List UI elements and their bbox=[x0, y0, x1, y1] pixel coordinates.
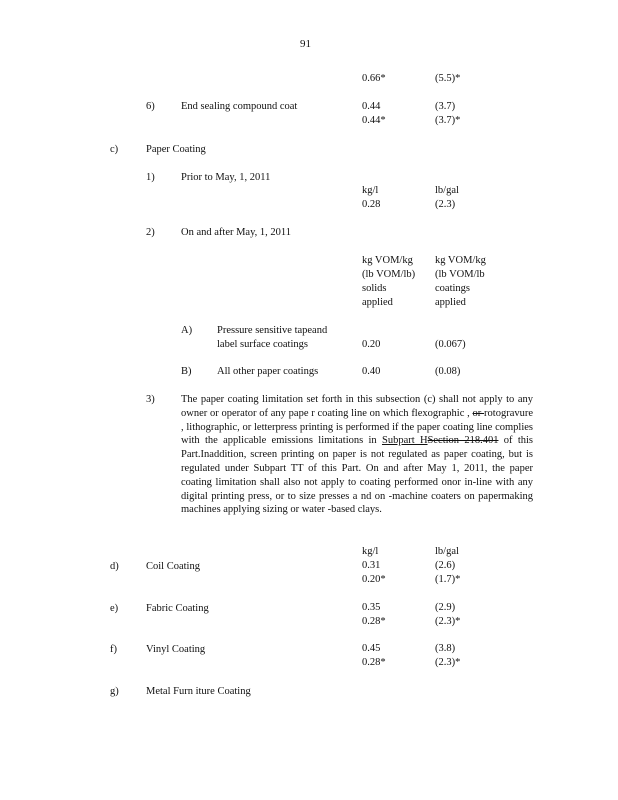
paragraph-text bbox=[181, 393, 533, 517]
unit-lb: lb/gal bbox=[435, 546, 459, 557]
section-title: Vinyl Coating bbox=[146, 644, 206, 655]
value-lb: (3.7) bbox=[435, 101, 456, 112]
paragraph-segment: The paper coating limitation set forth in this subsection (c) shall not apply to any owner or operator of any pape r coating line on which flexographic , bbox=[181, 394, 533, 419]
item-label: Prior to May, 1, 2011 bbox=[181, 172, 271, 183]
value-lb: (2.3)* bbox=[435, 616, 461, 627]
struck-text: or bbox=[472, 407, 485, 419]
item-label: End sealing compound coat bbox=[181, 101, 298, 112]
item-number: 2) bbox=[146, 227, 155, 238]
column-header: (lb VOM/lb bbox=[435, 269, 485, 280]
value-lb: (2.9) bbox=[435, 602, 456, 613]
item-number: 6) bbox=[146, 101, 155, 112]
value-lb: (0.08) bbox=[435, 366, 461, 377]
value-kg: 0.44* bbox=[362, 115, 386, 126]
unit-lb: lb/gal bbox=[435, 185, 459, 196]
value-lb: (1.7)* bbox=[435, 574, 461, 585]
item-number: 3) bbox=[146, 394, 155, 405]
subitem-label: Pressure sensitive tapeand bbox=[217, 325, 328, 336]
column-header: solids bbox=[362, 283, 387, 294]
item-label: On and after May, 1, 2011 bbox=[181, 227, 292, 238]
value-lb: (2.6) bbox=[435, 560, 456, 571]
unit-kg: kg/l bbox=[362, 185, 379, 196]
struck-text: Section 218.401 bbox=[427, 435, 499, 447]
value-kg: 0.28* bbox=[362, 616, 386, 627]
subpart-link[interactable]: Subpart H bbox=[381, 435, 428, 447]
section-title: Metal Furn iture Coating bbox=[146, 686, 251, 697]
column-header: coatings bbox=[435, 283, 470, 294]
value-lb: (2.3)* bbox=[435, 657, 461, 668]
column-header: applied bbox=[435, 297, 466, 308]
column-header: (lb VOM/lb) bbox=[362, 269, 416, 280]
value-lb: (0.067) bbox=[435, 339, 466, 350]
column-header: kg VOM/kg bbox=[362, 255, 413, 266]
subitem-letter: B) bbox=[181, 366, 192, 377]
value-kg: 0.31 bbox=[362, 560, 381, 571]
value-kg: 0.45 bbox=[362, 643, 381, 654]
value-kg: 0.20* bbox=[362, 574, 386, 585]
subitem-label: All other paper coatings bbox=[217, 366, 319, 377]
section-letter: f) bbox=[110, 644, 117, 655]
paragraph-segment: of this Part.Inaddition, screen printing on paper is not regulated as paper coating, but is regulated under Subpart TT of this Part. On and after May 1, 2011, the paper coating limitation shall also not apply to coating performed onor in-line with any digital printing press, or to size presses a nd on -machine coaters on papermaking machines applying sizing or water -based clays. bbox=[181, 435, 534, 516]
value-lb: (3.7)* bbox=[435, 115, 461, 126]
subitem-label: label surface coatings bbox=[217, 339, 308, 350]
column-header: kg VOM/kg bbox=[435, 255, 486, 266]
section-letter: g) bbox=[110, 686, 119, 697]
value-kg: 0.28* bbox=[362, 657, 386, 668]
unit-kg: kg/l bbox=[362, 546, 379, 557]
value-kg: 0.44 bbox=[362, 101, 381, 112]
item-number: 1) bbox=[146, 172, 155, 183]
value-kg: 0.35 bbox=[362, 602, 381, 613]
value-lb: (2.3) bbox=[435, 199, 456, 210]
section-letter: e) bbox=[110, 603, 119, 614]
value-lb: (5.5)* bbox=[435, 73, 461, 84]
paragraph-segment: rotogravure , lithographic, or letterpress printing is performed if the paper coating line complies with the applicable emissions limitations in bbox=[181, 407, 534, 447]
section-title: Paper Coating bbox=[146, 144, 206, 155]
page-number: 91 bbox=[300, 38, 311, 50]
section-title: Fabric Coating bbox=[146, 603, 209, 614]
value-lb: (3.8) bbox=[435, 643, 456, 654]
section-letter: d) bbox=[110, 561, 119, 572]
value-kg: 0.28 bbox=[362, 199, 381, 210]
column-header: applied bbox=[362, 297, 393, 308]
value-kg: 0.20 bbox=[362, 339, 381, 350]
section-title: Coil Coating bbox=[146, 561, 200, 572]
value-kg: 0.66* bbox=[362, 73, 386, 84]
value-kg: 0.40 bbox=[362, 366, 381, 377]
section-letter: c) bbox=[110, 144, 119, 155]
subitem-letter: A) bbox=[181, 325, 193, 336]
